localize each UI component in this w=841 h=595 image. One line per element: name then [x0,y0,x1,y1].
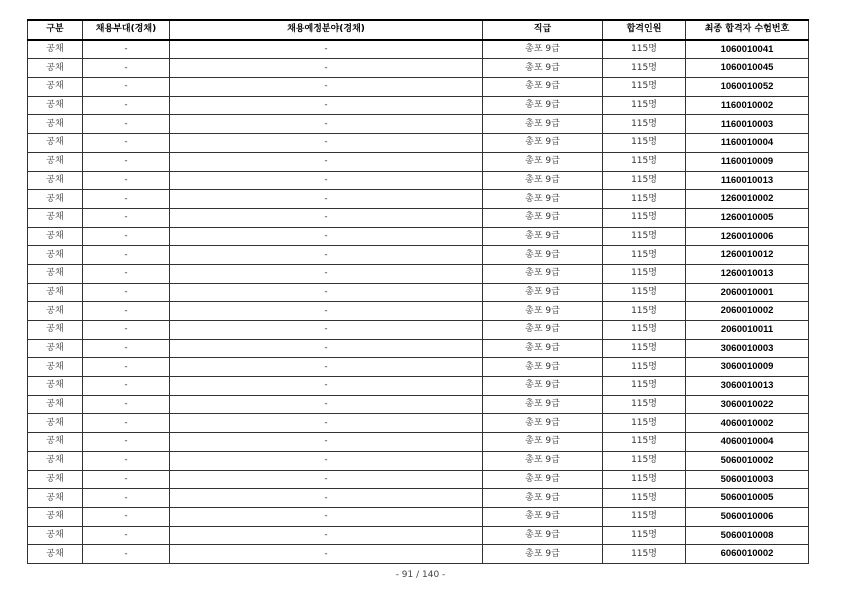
cell-unit: - [83,283,170,302]
cell-field: - [170,302,483,321]
table-row [28,489,809,508]
cell-exam-number: 1260010012 [686,246,809,265]
table-row [28,190,809,209]
table-row [28,545,809,564]
table-body [28,40,809,564]
cell-pass-count: 115명 [603,526,686,545]
cell-pass-count: 115명 [603,152,686,171]
cell-category: 공채 [28,227,83,246]
cell-exam-number: 1160010009 [686,152,809,171]
cell-category: 공채 [28,395,83,414]
cell-unit: - [83,59,170,78]
cell-category: 공채 [28,264,83,283]
cell-unit: - [83,264,170,283]
cell-category: 공채 [28,208,83,227]
cell-pass-count: 115명 [603,115,686,134]
cell-grade: 총포 9급 [483,470,603,489]
table-row [28,264,809,283]
table-header-row [28,20,809,40]
cell-pass-count: 115명 [603,358,686,377]
header-grade: 직급 [483,20,603,40]
cell-grade: 총포 9급 [483,489,603,508]
cell-field: - [170,358,483,377]
cell-unit: - [83,414,170,433]
cell-pass-count: 115명 [603,302,686,321]
table-row [28,395,809,414]
cell-unit: - [83,451,170,470]
cell-field: - [170,115,483,134]
cell-field: - [170,283,483,302]
cell-unit: - [83,134,170,153]
cell-field: - [170,152,483,171]
cell-field: - [170,190,483,209]
cell-exam-number: 2060010001 [686,283,809,302]
cell-grade: 총포 9급 [483,526,603,545]
cell-category: 공채 [28,152,83,171]
table-row [28,171,809,190]
cell-exam-number: 1260010013 [686,264,809,283]
cell-pass-count: 115명 [603,227,686,246]
cell-grade: 총포 9급 [483,40,603,59]
cell-exam-number: 1060010052 [686,78,809,97]
cell-grade: 총포 9급 [483,507,603,526]
cell-category: 공채 [28,283,83,302]
cell-grade: 총포 9급 [483,451,603,470]
cell-field: - [170,40,483,59]
table-row [28,227,809,246]
cell-category: 공채 [28,377,83,396]
cell-category: 공채 [28,321,83,340]
cell-field: - [170,208,483,227]
header-category: 구분 [28,20,83,40]
cell-exam-number: 5060010002 [686,451,809,470]
table-row [28,414,809,433]
cell-unit: - [83,227,170,246]
cell-category: 공채 [28,302,83,321]
cell-category: 공채 [28,171,83,190]
cell-category: 공채 [28,358,83,377]
cell-exam-number: 2060010011 [686,321,809,340]
cell-grade: 총포 9급 [483,246,603,265]
cell-grade: 총포 9급 [483,78,603,97]
table-row [28,451,809,470]
cell-pass-count: 115명 [603,489,686,508]
cell-exam-number: 1160010002 [686,96,809,115]
cell-grade: 총포 9급 [483,302,603,321]
cell-category: 공채 [28,414,83,433]
cell-unit: - [83,78,170,97]
cell-pass-count: 115명 [603,208,686,227]
table-row [28,134,809,153]
cell-unit: - [83,489,170,508]
cell-field: - [170,451,483,470]
cell-category: 공채 [28,339,83,358]
cell-field: - [170,96,483,115]
cell-grade: 총포 9급 [483,264,603,283]
cell-pass-count: 115명 [603,545,686,564]
cell-unit: - [83,302,170,321]
header-unit: 채용부대(경채) [83,20,170,40]
cell-field: - [170,264,483,283]
header-exam-number: 최종 합격자 수험번호 [686,20,809,40]
cell-grade: 총포 9급 [483,190,603,209]
cell-unit: - [83,115,170,134]
cell-unit: - [83,96,170,115]
cell-pass-count: 115명 [603,59,686,78]
cell-field: - [170,377,483,396]
cell-field: - [170,507,483,526]
cell-field: - [170,470,483,489]
table-row [28,470,809,489]
cell-category: 공채 [28,190,83,209]
table-row [28,96,809,115]
cell-pass-count: 115명 [603,171,686,190]
cell-field: - [170,134,483,153]
table-row [28,433,809,452]
cell-exam-number: 1260010002 [686,190,809,209]
table-row [28,377,809,396]
cell-exam-number: 1260010006 [686,227,809,246]
cell-exam-number: 5060010006 [686,507,809,526]
cell-category: 공채 [28,96,83,115]
cell-exam-number: 4060010004 [686,433,809,452]
cell-grade: 총포 9급 [483,433,603,452]
cell-exam-number: 3060010022 [686,395,809,414]
cell-pass-count: 115명 [603,321,686,340]
cell-field: - [170,78,483,97]
cell-unit: - [83,321,170,340]
cell-pass-count: 115명 [603,339,686,358]
cell-unit: - [83,171,170,190]
cell-pass-count: 115명 [603,134,686,153]
cell-category: 공채 [28,545,83,564]
cell-category: 공채 [28,489,83,508]
cell-category: 공채 [28,470,83,489]
cell-field: - [170,526,483,545]
cell-pass-count: 115명 [603,433,686,452]
cell-unit: - [83,40,170,59]
cell-grade: 총포 9급 [483,134,603,153]
cell-pass-count: 115명 [603,96,686,115]
cell-pass-count: 115명 [603,414,686,433]
cell-pass-count: 115명 [603,395,686,414]
cell-pass-count: 115명 [603,246,686,265]
table-row [28,358,809,377]
cell-category: 공채 [28,246,83,265]
cell-unit: - [83,358,170,377]
cell-category: 공채 [28,78,83,97]
cell-exam-number: 1260010005 [686,208,809,227]
cell-unit: - [83,377,170,396]
cell-exam-number: 6060010002 [686,545,809,564]
table-row [28,246,809,265]
cell-category: 공채 [28,59,83,78]
cell-pass-count: 115명 [603,40,686,59]
cell-pass-count: 115명 [603,283,686,302]
cell-grade: 총포 9급 [483,171,603,190]
cell-field: - [170,545,483,564]
cell-exam-number: 5060010005 [686,489,809,508]
cell-field: - [170,227,483,246]
cell-grade: 총포 9급 [483,59,603,78]
cell-field: - [170,246,483,265]
table-row [28,152,809,171]
cell-exam-number: 5060010008 [686,526,809,545]
table-row [28,208,809,227]
cell-exam-number: 3060010003 [686,339,809,358]
cell-pass-count: 115명 [603,507,686,526]
cell-field: - [170,321,483,340]
table-row [28,302,809,321]
cell-unit: - [83,470,170,489]
cell-unit: - [83,433,170,452]
cell-unit: - [83,545,170,564]
cell-grade: 총포 9급 [483,377,603,396]
cell-pass-count: 115명 [603,264,686,283]
cell-grade: 총포 9급 [483,283,603,302]
cell-pass-count: 115명 [603,377,686,396]
cell-unit: - [83,208,170,227]
cell-pass-count: 115명 [603,470,686,489]
table-row [28,507,809,526]
cell-field: - [170,433,483,452]
table-row [28,283,809,302]
cell-grade: 총포 9급 [483,395,603,414]
table-row [28,321,809,340]
cell-grade: 총포 9급 [483,96,603,115]
cell-exam-number: 5060010003 [686,470,809,489]
cell-unit: - [83,526,170,545]
cell-grade: 총포 9급 [483,545,603,564]
cell-field: - [170,339,483,358]
cell-pass-count: 115명 [603,190,686,209]
cell-field: - [170,414,483,433]
cell-grade: 총포 9급 [483,208,603,227]
cell-field: - [170,489,483,508]
cell-exam-number: 4060010002 [686,414,809,433]
cell-grade: 총포 9급 [483,115,603,134]
cell-grade: 총포 9급 [483,321,603,340]
cell-unit: - [83,152,170,171]
cell-category: 공채 [28,451,83,470]
cell-pass-count: 115명 [603,78,686,97]
cell-grade: 총포 9급 [483,152,603,171]
cell-category: 공채 [28,134,83,153]
table-row [28,40,809,59]
cell-exam-number: 1160010013 [686,171,809,190]
cell-field: - [170,59,483,78]
cell-exam-number: 1160010003 [686,115,809,134]
cell-grade: 총포 9급 [483,358,603,377]
header-field: 채용예정분야(경채) [170,20,483,40]
cell-exam-number: 2060010002 [686,302,809,321]
cell-grade: 총포 9급 [483,414,603,433]
cell-field: - [170,395,483,414]
cell-grade: 총포 9급 [483,227,603,246]
cell-unit: - [83,339,170,358]
cell-grade: 총포 9급 [483,339,603,358]
cell-exam-number: 1060010041 [686,40,809,59]
table-row [28,526,809,545]
cell-category: 공채 [28,433,83,452]
cell-unit: - [83,395,170,414]
cell-exam-number: 3060010013 [686,377,809,396]
header-pass-count: 합격인원 [603,20,686,40]
cell-field: - [170,171,483,190]
cell-unit: - [83,507,170,526]
results-table [27,19,809,564]
cell-category: 공채 [28,507,83,526]
page-number: - 91 / 140 - [395,570,446,580]
table-row [28,115,809,134]
table-row [28,78,809,97]
cell-exam-number: 3060010009 [686,358,809,377]
cell-category: 공채 [28,40,83,59]
cell-unit: - [83,246,170,265]
cell-unit: - [83,190,170,209]
table-row [28,59,809,78]
cell-exam-number: 1060010045 [686,59,809,78]
table-row [28,339,809,358]
cell-category: 공채 [28,115,83,134]
cell-pass-count: 115명 [603,451,686,470]
cell-exam-number: 1160010004 [686,134,809,153]
cell-category: 공채 [28,526,83,545]
